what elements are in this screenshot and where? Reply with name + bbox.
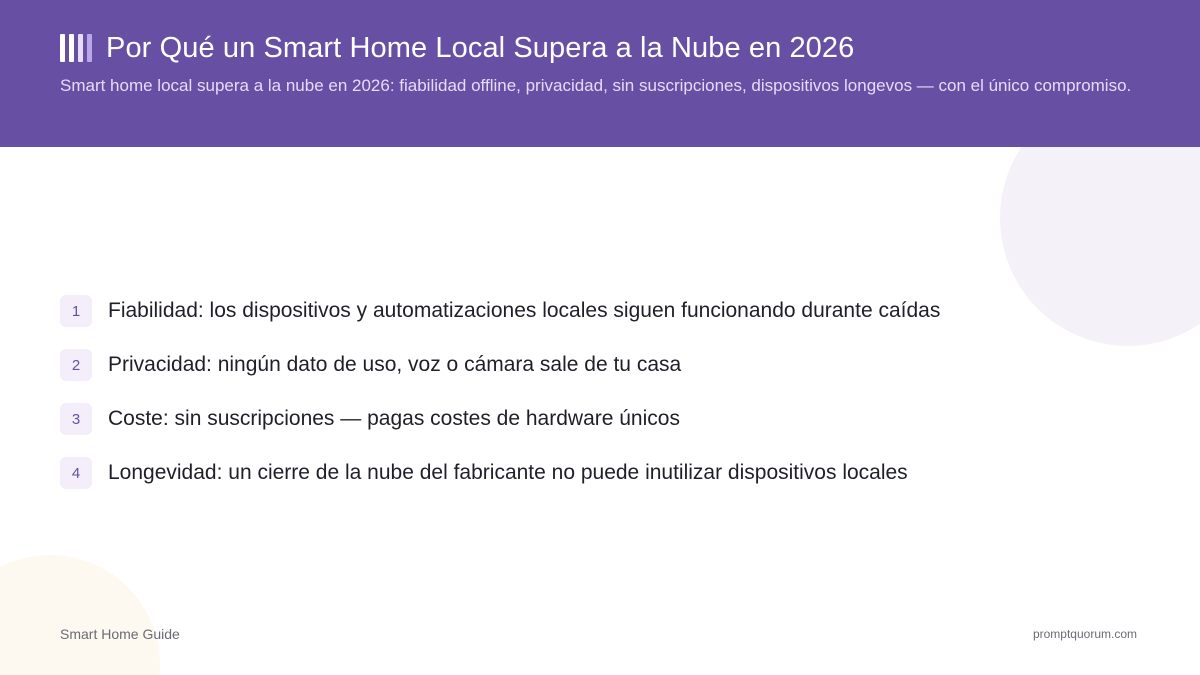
list-item xyxy=(60,349,1140,381)
number-badge: 1 xyxy=(60,295,92,327)
logo-bar xyxy=(87,34,92,62)
list-item xyxy=(60,457,1140,489)
number-badge: 4 xyxy=(60,457,92,489)
page-title: Por Qué un Smart Home Local Supera a la Nube en 2026 xyxy=(106,31,855,64)
number-badge: 2 xyxy=(60,349,92,381)
benefits-list xyxy=(60,295,1140,511)
vertical-bars-logo-icon xyxy=(60,34,92,62)
list-item-text: Privacidad: ningún dato de uso, voz o cámara sale de tu casa xyxy=(108,353,682,376)
number-badge: 3 xyxy=(60,403,92,435)
header-banner xyxy=(0,0,1200,147)
list-item-text: Coste: sin suscripciones — pagas costes de hardware únicos xyxy=(108,407,680,430)
logo-bar xyxy=(60,34,65,62)
list-item xyxy=(60,295,1140,327)
list-item xyxy=(60,403,1140,435)
title-row xyxy=(60,32,1140,64)
list-item-text: Fiabilidad: los dispositivos y automatizaciones locales siguen funcionando durante caídas xyxy=(108,299,941,322)
decorative-circle-left xyxy=(0,555,160,675)
footer-brand: Smart Home Guide xyxy=(60,626,180,642)
list-item-text: Longevidad: un cierre de la nube del fabricante no puede inutilizar dispositivos locales xyxy=(108,461,908,484)
page-subtitle: Smart home local supera a la nube en 2026: fiabilidad offline, privacidad, sin suscripciones, dispositivos longevos — con el único compromiso. xyxy=(60,76,1132,95)
footer-url: promptquorum.com xyxy=(1032,627,1137,641)
logo-bar xyxy=(78,34,83,62)
logo-bar xyxy=(69,34,74,62)
